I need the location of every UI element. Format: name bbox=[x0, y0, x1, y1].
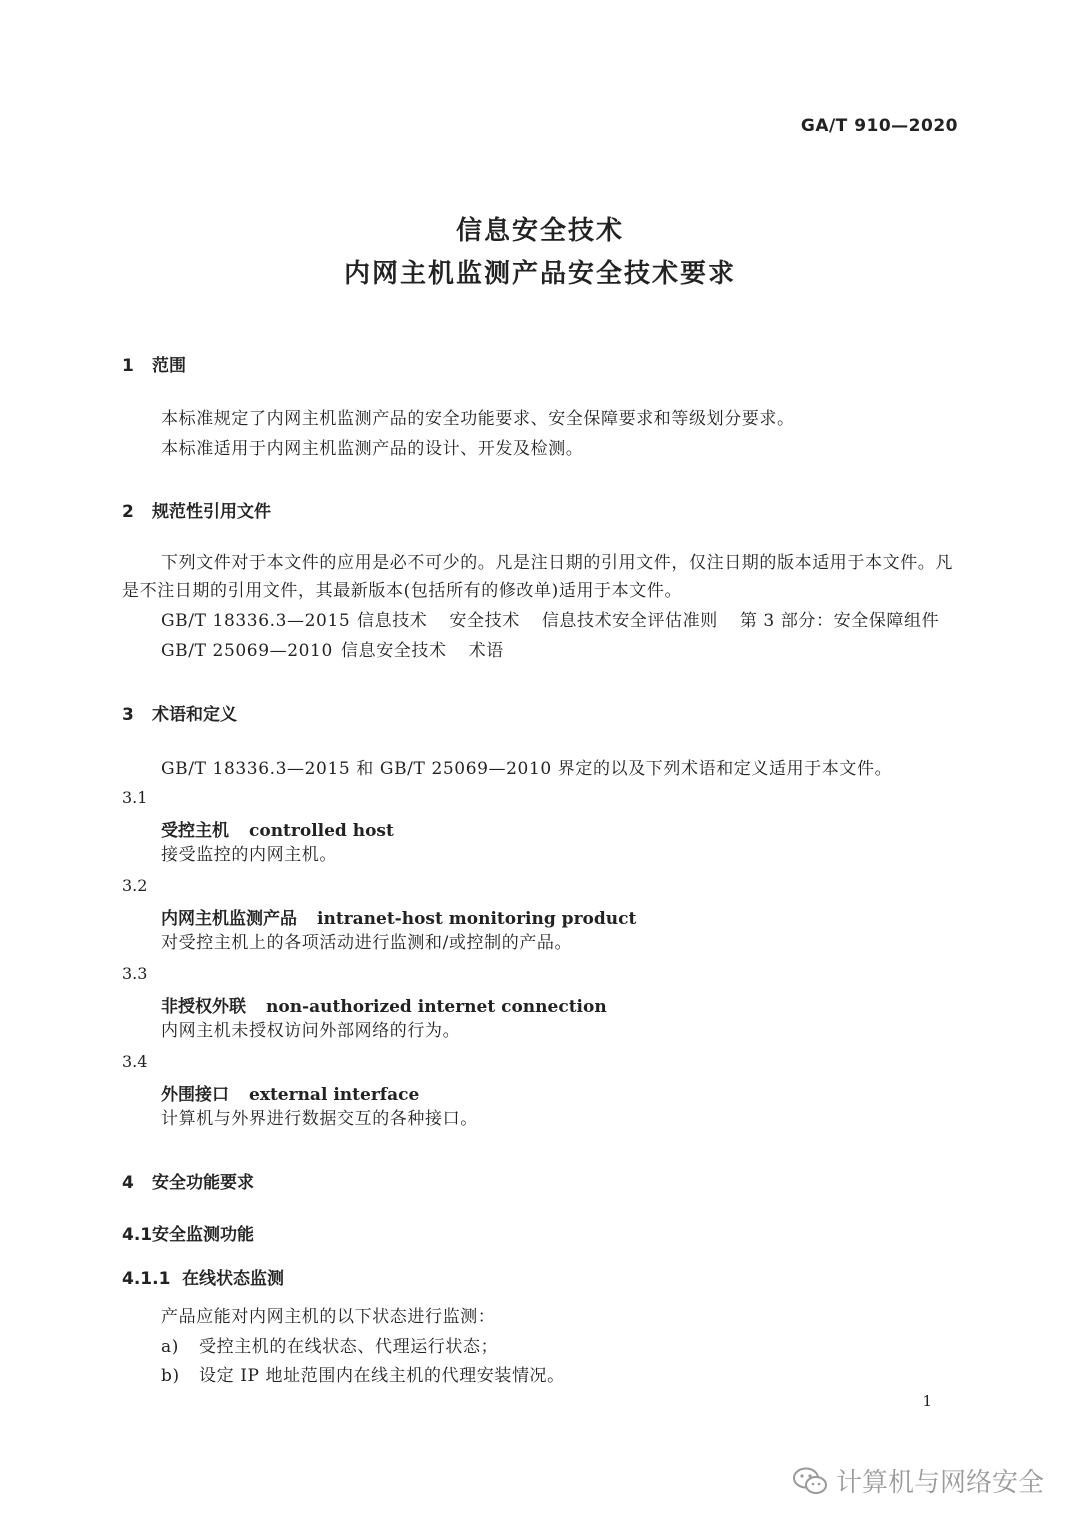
term-zh: 受控主机 bbox=[161, 821, 229, 841]
term-heading bbox=[161, 816, 394, 841]
normative-reference-1 bbox=[161, 607, 939, 635]
section-number: 3 bbox=[122, 705, 134, 725]
term-zh: 外围接口 bbox=[161, 1085, 229, 1105]
section-number: 2 bbox=[122, 502, 134, 522]
term-heading bbox=[161, 904, 636, 929]
wechat-icon bbox=[792, 1466, 828, 1496]
section-4-heading bbox=[122, 1168, 254, 1193]
list-item-label: b) bbox=[161, 1366, 180, 1386]
list-item-text: 设定 IP 地址范围内在线主机的代理安装情况。 bbox=[199, 1366, 565, 1386]
term-number: 3.4 bbox=[122, 1052, 148, 1071]
reference-part: 信息技术安全评估准则 bbox=[541, 611, 718, 631]
term-definition: 接受监控的内网主机。 bbox=[161, 845, 337, 865]
term-en: controlled host bbox=[249, 821, 394, 841]
term-definition: 计算机与外界进行数据交互的各种接口。 bbox=[161, 1109, 478, 1129]
term-definition: 对受控主机上的各项活动进行监测和/或控制的产品。 bbox=[161, 933, 573, 953]
term-en: intranet-host monitoring product bbox=[317, 909, 637, 929]
watermark-text: 计算机与网络安全 bbox=[835, 1468, 1044, 1498]
term-number: 3.3 bbox=[122, 964, 148, 983]
subsection-number: 4.1 bbox=[122, 1225, 153, 1245]
section-title: 规范性引用文件 bbox=[152, 502, 271, 522]
doc-title-line2: 内网主机监测产品安全技术要求 bbox=[343, 259, 736, 289]
term-definition: 内网主机未授权访问外部网络的行为。 bbox=[161, 1021, 461, 1041]
section-title: 安全功能要求 bbox=[152, 1173, 254, 1193]
section-title: 范围 bbox=[152, 356, 186, 376]
page-number: 1 bbox=[922, 1392, 932, 1410]
reference-part: 信息安全技术 bbox=[341, 641, 447, 661]
doc-title-line1: 信息安全技术 bbox=[455, 216, 624, 246]
section-1-para-1: 本标准规定了内网主机监测产品的安全功能要求、安全保障要求和等级划分要求。 bbox=[161, 409, 795, 429]
subsection-4-1-1-heading bbox=[122, 1264, 284, 1289]
term-number: 3.2 bbox=[122, 876, 148, 895]
term-en: external interface bbox=[249, 1085, 420, 1105]
list-item-label: a) bbox=[161, 1337, 179, 1357]
normative-reference-2 bbox=[161, 637, 504, 665]
subsection-title: 在线状态监测 bbox=[182, 1269, 284, 1289]
reference-code: GB/T 25069—2010 bbox=[161, 641, 333, 661]
reference-part: 安全技术 bbox=[449, 611, 520, 631]
reference-code: GB/T 18336.3—2015 bbox=[161, 611, 351, 631]
section-2-para-1: 下列文件对于本文件的应用是必不可少的。凡是注日期的引用文件，仅注日期的版本适用于本文件。凡是不注日期的引用文件，其最新版本(包括所有的修改单)适用于本文件。 bbox=[122, 553, 953, 601]
section-4-para-1: 产品应能对内网主机的以下状态进行监测： bbox=[161, 1307, 496, 1327]
section-1-heading bbox=[122, 351, 186, 376]
reference-part: 信息技术 bbox=[357, 611, 428, 631]
section-number: 1 bbox=[122, 356, 134, 376]
reference-part: 第 3 部分：安全保障组件 bbox=[739, 611, 940, 631]
term-en: non-authorized internet connection bbox=[266, 997, 607, 1017]
section-3-heading bbox=[122, 700, 237, 725]
term-zh: 内网主机监测产品 bbox=[161, 909, 297, 929]
list-item bbox=[161, 1333, 498, 1361]
term-zh: 非授权外联 bbox=[161, 997, 246, 1017]
section-number: 4 bbox=[122, 1173, 134, 1193]
list-item-text: 受控主机的在线状态、代理运行状态； bbox=[199, 1337, 499, 1357]
term-number: 3.1 bbox=[122, 788, 148, 807]
standard-code: GA/T 910—2020 bbox=[800, 116, 958, 136]
section-3-para-1: GB/T 18336.3—2015 和 GB/T 25069—2010 界定的以及下列术语和定义适用于本文件。 bbox=[161, 759, 893, 779]
term-heading bbox=[161, 1080, 419, 1105]
list-item bbox=[161, 1362, 565, 1390]
watermark bbox=[792, 1462, 1044, 1499]
section-1-para-2: 本标准适用于内网主机监测产品的设计、开发及检测。 bbox=[161, 439, 584, 459]
section-title: 术语和定义 bbox=[152, 705, 237, 725]
subsection-number: 4.1.1 bbox=[122, 1269, 171, 1289]
section-2-heading bbox=[122, 497, 271, 522]
reference-part: 术语 bbox=[468, 641, 504, 661]
term-heading bbox=[161, 992, 607, 1017]
subsection-title: 安全监测功能 bbox=[152, 1225, 254, 1245]
subsection-4-1-heading bbox=[122, 1220, 254, 1245]
